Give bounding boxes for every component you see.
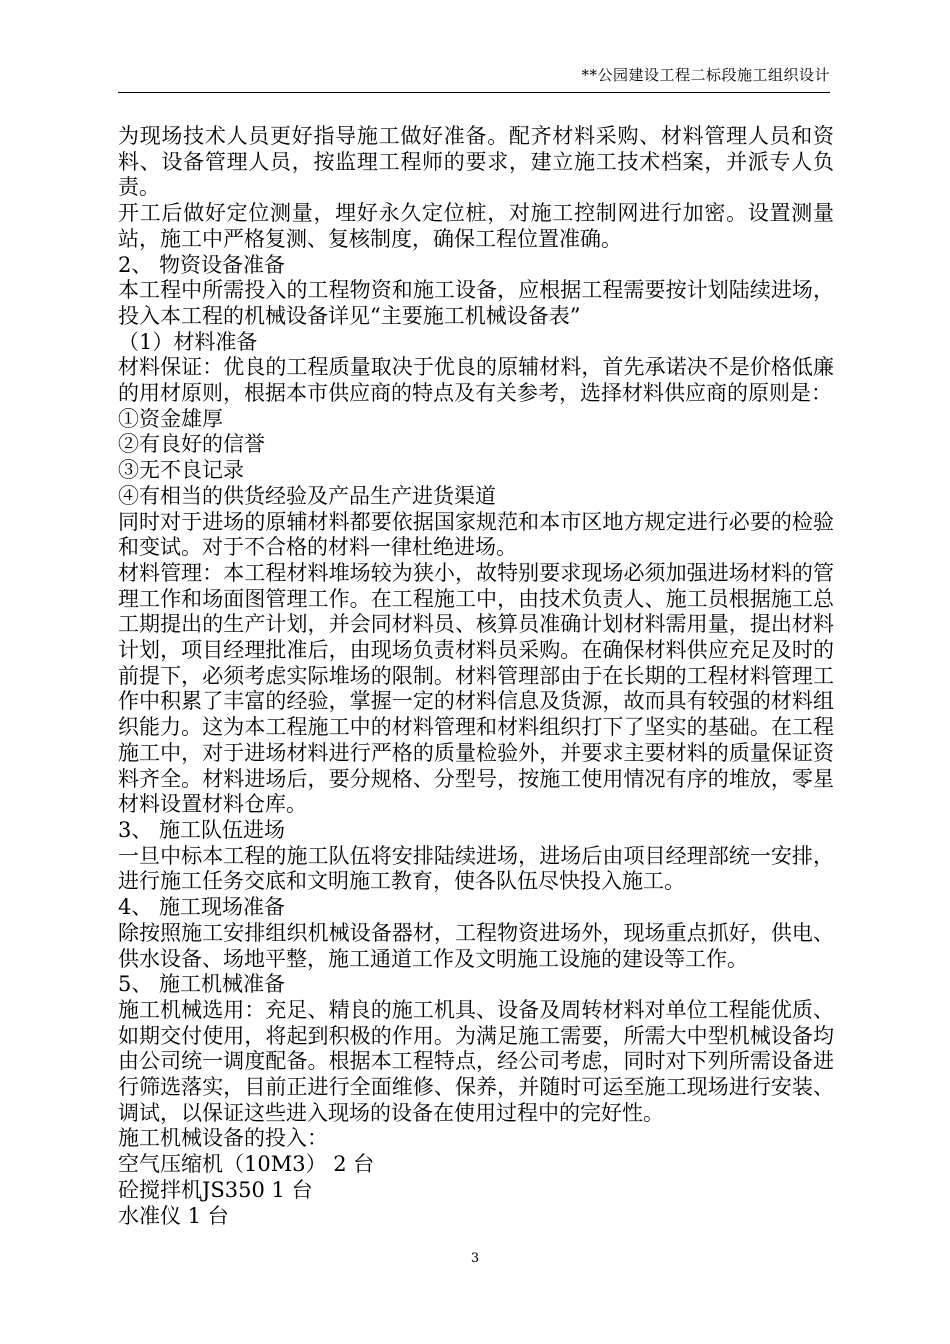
list-item: ③无不良记录 [118, 458, 244, 483]
section-heading: 4、 施工现场准备 [118, 895, 286, 920]
paragraph: 材料保证：优良的工程质量取决于优良的原辅材料，首先承诺决不是价格低廉的用材原则，根据本市供应商的特点及有关参考，选择材料供应商的原则是： [118, 355, 834, 406]
page-number: 3 [470, 1251, 480, 1266]
equipment-item: 砼搅拌机JS350 1 台 [118, 1177, 313, 1202]
paragraph: 施工机械设备的投入： [118, 1126, 328, 1151]
list-item: ④有相当的供货经验及产品生产进货渠道 [118, 483, 496, 508]
list-item: ①资金雄厚 [118, 406, 223, 431]
paragraph: 除按照施工安排组织机械设备器材，工程物资进场外，现场重点抓好，供电、供水设备、场地平整，施工通道工作及文明施工设施的建设等工作。 [118, 920, 834, 971]
document-body [118, 124, 834, 1229]
equipment-item: 水准仪 1 台 [118, 1203, 229, 1228]
header-divider [118, 92, 830, 93]
page-header-title: **公园建设工程二标段施工组织设计 [581, 66, 830, 84]
section-heading: 2、 物资设备准备 [118, 252, 286, 277]
paragraph: 本工程中所需投入的工程物资和施工设备，应根据工程需要按计划陆续进场，投入本工程的机械设备详见“主要施工机械设备表” [118, 278, 834, 328]
paragraph: 为现场技术人员更好指导施工做好准备。配齐材料采购、材料管理人员和资料、设备管理人员，按监理工程师的要求，建立施工技术档案，并派专人负责。 [118, 124, 834, 200]
paragraph: 开工后做好定位测量，埋好永久定位桩，对施工控制网进行加密。设置测量站，施工中严格复测、复核制度，确保工程位置准确。 [118, 201, 834, 251]
section-heading: 3、 施工队伍进场 [118, 817, 286, 842]
equipment-item: 空气压缩机（10M3） 2 台 [118, 1152, 375, 1177]
section-heading: 5、 施工机械准备 [118, 972, 286, 997]
list-item: ②有良好的信誉 [118, 432, 265, 457]
subsection-heading: （1）材料准备 [118, 329, 258, 354]
paragraph: 一旦中标本工程的施工队伍将安排陆续进场，进场后由项目经理部统一安排，进行施工任务交底和文明施工教育，使各队伍尽快投入施工。 [118, 843, 834, 894]
paragraph: 材料管理：本工程材料堆场较为狭小，故特别要求现场必须加强进场材料的管理工作和场面图管理工作。在工程施工中，由技术负责人、施工员根据施工总工期提出的生产计划，并会同材料员、核算员准确计划材料需用量，提出材料计划，项目经理批准后，由现场负责材料员采购。在确保材料供应充足及时的前提下，必须考虑实际堆场的限制。材料管理部由于在长期的工程材料管理工作中积累了丰富的经验，掌握一定的材料信息及货源，故而具有较强的材料组织能力。这为本工程施工中的材料管理和材料组织打下了坚实的基础。在工程施工中，对于进场材料进行严格的质量检验外，并要求主要材料的质量保证资料齐全。材料进场后，要分规格、分型号，按施工使用情况有序的堆放，零星材料设置材料仓库。 [118, 560, 834, 817]
paragraph: 施工机械选用：充足、精良的施工机具、设备及周转材料对单位工程能优质、如期交付使用，将起到积极的作用。为满足施工需要，所需大中型机械设备均由公司统一调度配备。根据本工程特点，经公司考虑，同时对下列所需设备进行筛选落实，目前正进行全面维修、保养，并随时可运至施工现场进行安装、调试，以保证这些进入现场的设备在使用过程中的完好性。 [118, 997, 834, 1125]
paragraph: 同时对于进场的原辅材料都要依据国家规范和本市区地方规定进行必要的检验和变试。对于不合格的材料一律杜绝进场。 [118, 509, 834, 560]
